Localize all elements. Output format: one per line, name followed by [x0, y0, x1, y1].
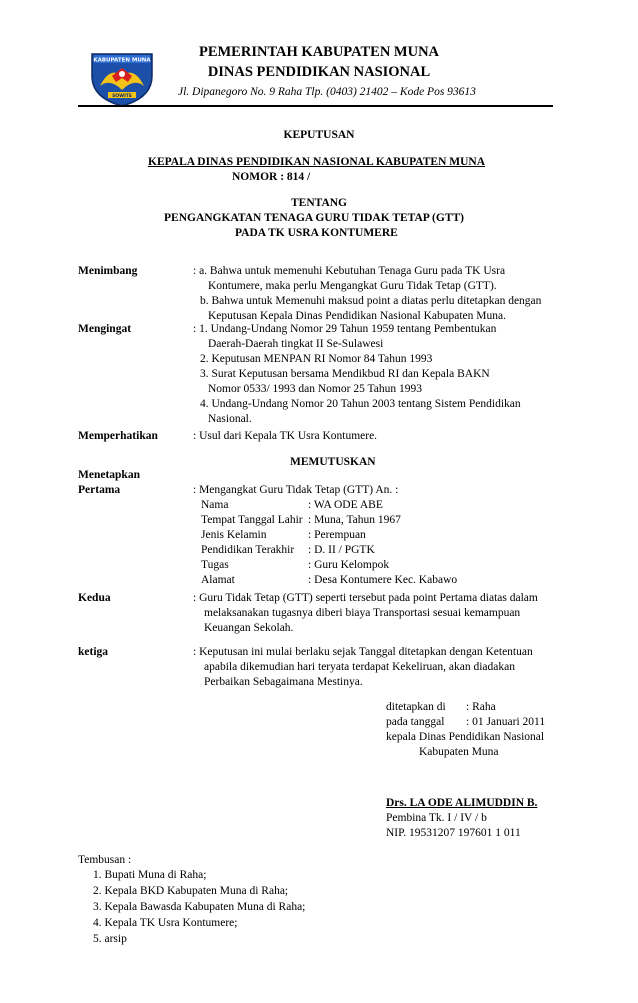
place-label: ditetapkan di: [386, 701, 446, 713]
pertama-intro: : Mengangkat Guru Tidak Tetap (GTT) An. :: [193, 484, 399, 496]
mengingat-3b: Nomor 0533/ 1993 dan Nomor 25 Tahun 1993: [208, 383, 422, 395]
date-label: pada tanggal: [386, 716, 445, 728]
menimbang-b2: Keputusan Kepala Dinas Pendidikan Nasional Kabupaten Muna.: [208, 310, 506, 322]
menimbang-a1: : a. Bahwa untuk memenuhi Kebutuhan Tenaga Guru pada TK Usra: [193, 265, 506, 277]
ketiga-line2: apabila dikemudian hari teryata terdapat Kekeliruan, akan diadakan: [204, 661, 515, 673]
mengingat-3: 3. Surat Keputusan bersama Mendikbud RI dan Kepala BAKN: [200, 368, 490, 380]
field-key: Jenis Kelamin: [201, 529, 267, 541]
field-value: : Muna, Tahun 1967: [308, 514, 401, 526]
signatory-title1: kepala Dinas Pendidikan Nasional: [386, 731, 545, 743]
memutuskan-heading: MEMUTUSKAN: [290, 456, 376, 468]
svg-text:KABUPATEN MUNA: KABUPATEN MUNA: [93, 57, 151, 64]
issuer: KEPALA DINAS PENDIDIKAN NASIONAL KABUPATEN MUNA: [148, 156, 486, 168]
mengingat-1: : 1. Undang-Undang Nomor 29 Tahun 1959 tentang Pembentukan: [193, 323, 497, 335]
signatory-name: Drs. LA ODE ALIMUDDIN B.: [386, 797, 538, 809]
field-key: Tugas: [201, 559, 229, 571]
tembusan-item: 1. Bupati Muna di Raha;: [93, 869, 207, 881]
memperhatikan-text: : Usul dari Kepala TK Usra Kontumere.: [193, 430, 378, 442]
ketiga-label: ketiga: [78, 646, 109, 658]
subject-line1: PENGANGKATAN TENAGA GURU TIDAK TETAP (GTT): [164, 212, 464, 224]
kedua-line3: Keuangan Sekolah.: [204, 622, 294, 634]
tembusan-item: 4. Kepala TK Usra Kontumere;: [93, 917, 238, 929]
header-address: Jl. Dipanegoro No. 9 Raha Tlp. (0403) 21402 – Kode Pos 93613: [178, 86, 476, 98]
field-value: : Perempuan: [308, 529, 366, 541]
field-value: : Desa Kontumere Kec. Kabawo: [308, 574, 458, 586]
menimbang-label: Menimbang: [78, 265, 138, 277]
subject-line2: PADA TK USRA KONTUMERE: [235, 227, 398, 239]
menimbang-a2: Kontumere, maka perlu Mengangkat Guru Tidak Tetap (GTT).: [208, 280, 497, 292]
header-line2: DINAS PENDIDIKAN NASIONAL: [207, 64, 431, 80]
field-value: : Guru Kelompok: [308, 559, 390, 571]
about-label: TENTANG: [290, 197, 348, 209]
signatory-nip: NIP. 19531207 197601 1 011: [386, 827, 521, 839]
field-value: : D. II / PGTK: [308, 544, 375, 556]
menetapkan-label: Menetapkan: [78, 469, 140, 481]
kedua-label: Kedua: [78, 592, 111, 604]
signatory-title2: Kabupaten Muna: [419, 746, 499, 758]
field-key: Alamat: [201, 574, 235, 586]
field-key: Pendidikan Terakhir: [201, 544, 295, 556]
tembusan-item: 2. Kepala BKD Kabupaten Muna di Raha;: [93, 885, 289, 897]
pertama-label: Pertama: [78, 484, 121, 496]
mengingat-4b: Nasional.: [208, 413, 252, 425]
doc-type: KEPUTUSAN: [283, 129, 355, 141]
header-line1: PEMERINTAH KABUPATEN MUNA: [198, 44, 440, 60]
tembusan-label: Tembusan :: [78, 854, 132, 866]
field-value: : WA ODE ABE: [308, 499, 383, 511]
signatory-rank: Pembina Tk. I / IV / b: [386, 812, 487, 824]
tembusan-item: 5. arsip: [93, 933, 127, 945]
decree-number: NOMOR : 814 /: [232, 171, 311, 183]
kedua-line2: melaksanakan tugasnya diberi biaya Transportasi sesuai kemampuan: [204, 607, 521, 619]
mengingat-4: 4. Undang-Undang Nomor 20 Tahun 2003 tentang Sistem Pendidikan: [200, 398, 521, 410]
date-value: : 01 Januari 2011: [466, 716, 546, 728]
ketiga-line1: : Keputusan ini mulai berlaku sejak Tanggal ditetapkan dengan Ketentuan: [193, 646, 533, 658]
tembusan-item: 3. Kepala Bawasda Kabupaten Muna di Raha;: [93, 901, 306, 913]
field-key: Nama: [201, 499, 229, 511]
kedua-line1: : Guru Tidak Tetap (GTT) seperti tersebut pada point Pertama diatas dalam: [193, 592, 538, 604]
mengingat-2: 2. Keputusan MENPAN RI Nomor 84 Tahun 1993: [200, 353, 433, 365]
ketiga-line3: Perbaikan Sebagaimana Mestinya.: [204, 676, 363, 688]
menimbang-b1: b. Bahwa untuk Memenuhi maksud point a diatas perlu ditetapkan dengan: [200, 295, 542, 307]
field-key: Tempat Tanggal Lahir: [201, 514, 303, 526]
place-value: : Raha: [466, 701, 496, 713]
memperhatikan-label: Memperhatikan: [78, 430, 158, 442]
mengingat-label: Mengingat: [78, 323, 132, 335]
svg-text:SOWITE: SOWITE: [112, 94, 132, 99]
header-divider: [78, 105, 553, 107]
mengingat-1b: Daerah-Daerah tingkat II Se-Sulawesi: [208, 338, 384, 350]
